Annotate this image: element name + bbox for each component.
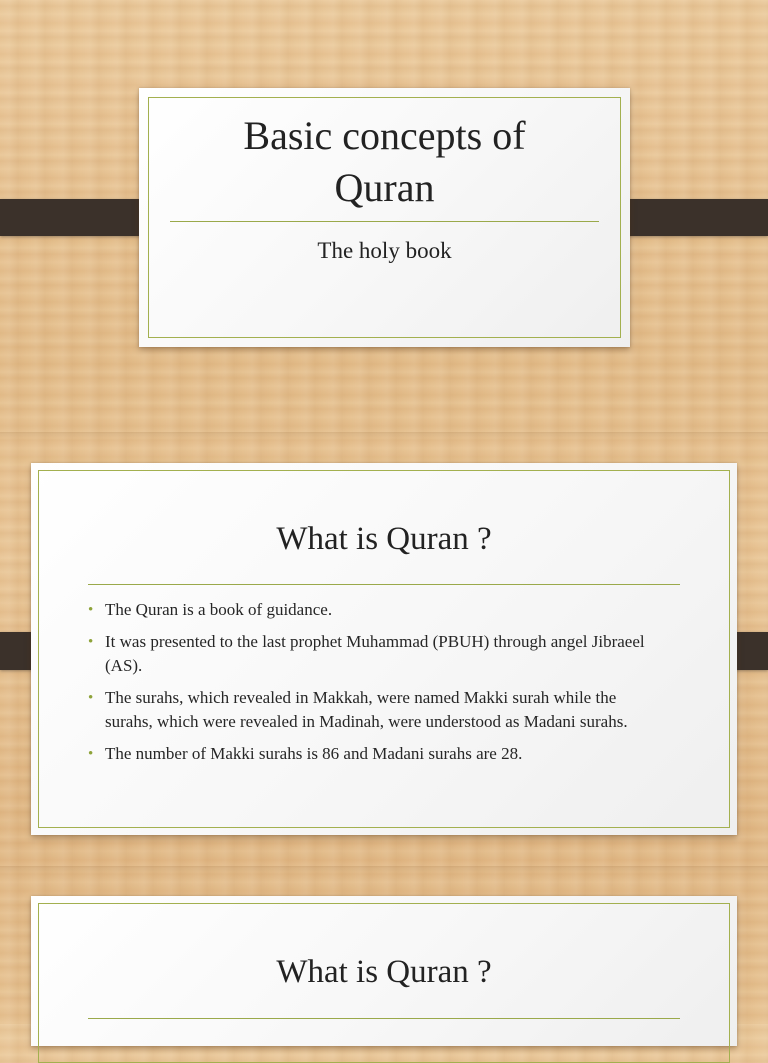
title-line-1: Basic concepts of [243,113,526,158]
wood-seam [0,866,768,872]
bullet-text: The number of Makki surahs is 86 and Madani surahs are 28. [105,744,523,763]
presentation-title [139,110,630,214]
slide1-left-band [0,199,155,236]
slide-heading: What is Quran ? [276,521,492,557]
slide1-right-band [613,199,768,236]
bullet-item [87,598,667,622]
slide-heading: What is Quran ? [276,954,492,990]
bullet-item [87,686,667,734]
bullet-text: The surahs, which revealed in Makkah, were named Makki surah while the surahs, which were revealed in Madinah, were understood as Madani surahs. [105,688,628,731]
bullet-text: The Quran is a book of guidance. [105,600,333,619]
presentation-subtitle: The holy book [317,238,452,263]
title-divider [170,221,599,222]
heading-divider [88,584,680,585]
slide-content-1[interactable] [31,463,737,835]
bullet-icon: • [88,602,94,618]
title-line-2: Quran [334,165,435,210]
bullet-list [87,598,667,774]
wood-seam [0,432,768,438]
bullet-item [87,742,667,766]
bullet-icon: • [88,690,94,706]
bullet-item [87,630,667,678]
bullet-icon: • [88,746,94,762]
bullet-icon: • [88,634,94,650]
bullet-text: It was presented to the last prophet Muhammad (PBUH) through angel Jibraeel (AS). [105,632,645,675]
heading-divider [88,1018,680,1019]
slide-title[interactable] [139,88,630,347]
